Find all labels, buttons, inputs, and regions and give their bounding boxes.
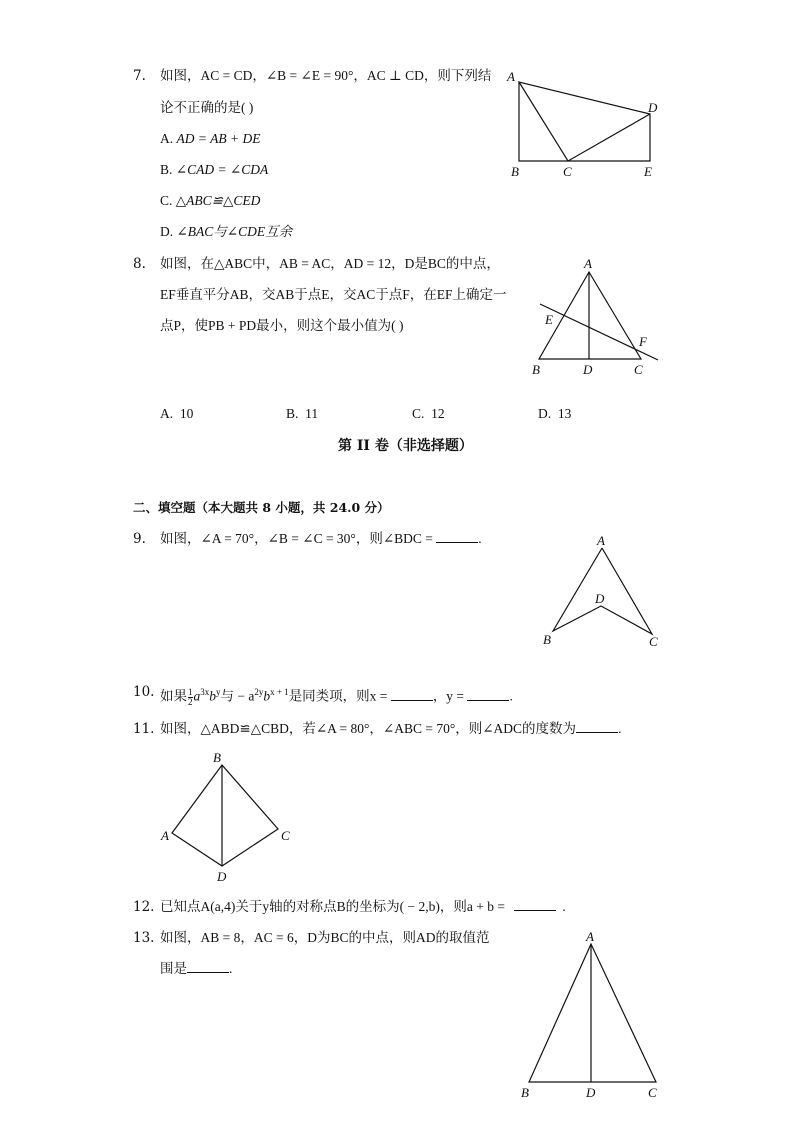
q13-line2-before: 围是 [160,961,187,976]
q10-term1-exponent: 3x [200,687,210,697]
q13-line2-after: . [229,961,233,976]
fig-label-a: A [161,828,169,843]
fig-label-c: C [648,1085,657,1100]
q10-prefix: 如果 [160,688,187,704]
fig-label-f: F [639,334,647,349]
option-text: ∠CAD = ∠CDA [175,162,269,177]
fig-label-c: C [649,634,658,649]
q13-triangle [529,944,656,1082]
fig-label-a: A [586,929,594,944]
q12-text-after: . [562,899,566,914]
fig-label-b: B [543,632,551,647]
q10-term1: a [193,688,201,704]
section-title: 第 II 卷（非选择题） [338,438,473,454]
fig-label-d: D [586,1085,596,1100]
option-text: △ABC≌△CED [175,193,261,208]
q7-stem-line2: 论不正确的是( ) [160,100,254,115]
option-text: 11 [305,406,319,421]
fig-label-e: E [545,312,553,327]
q10-term2b-exponent: x + 1 [270,687,289,697]
fig-label-c: C [563,164,572,179]
fig-label-b: B [511,164,519,179]
q13-line1: 如图，AB = 8，AC = 6，D为BC的中点，则AD的取值范 [160,930,490,945]
fig-label-d: D [217,869,227,884]
option-label: C. [160,193,173,208]
q7-stem-line1: 如图，AC = CD，∠B = ∠E = 90°，AC ⊥ CD，则下列结 [160,68,492,83]
part2-heading: 二、填空题（本大题共 8 小题，共 24.0 分） [133,500,390,515]
q8-line2: EF垂直平分AB，交AB于点E，交AC于点F，在EF上确定一 [160,287,507,302]
fraction-denominator: 2 [188,696,193,707]
q8-line3: 点P，使PB + PD最小，则这个最小值为( ) [160,318,404,333]
fig-label-b: B [532,362,540,377]
q12-number: 12. [133,899,155,915]
q10-term1b-exponent: y [216,687,221,697]
q10-y-text: ，y = [432,688,468,704]
q8-line1: 如图，在△ABC中，AB = AC，AD = 12，D是BC的中点， [160,256,500,271]
q10-suffix: 是同类项，则x = [288,688,391,704]
q7-number: 7. [133,68,146,84]
q9-text-after: . [478,531,482,546]
option-label: A. [160,131,174,146]
option-label: B. [160,162,173,177]
q8-number: 8. [133,256,146,272]
option-label: A. [160,406,174,421]
q10-term1b: b [209,688,216,704]
q10-number: 10. [133,684,155,700]
fig-label-d: D [648,100,658,115]
fig-label-b: B [521,1085,529,1100]
option-text: ∠BAC与∠CDE互余 [176,224,293,239]
option-text: 13 [557,406,572,421]
option-text: 12 [431,406,445,421]
option-text: 10 [179,406,194,421]
q10-mid: 与 − a [220,688,255,704]
fig-label-a: A [584,256,592,271]
fig-label-c: C [634,362,643,377]
fig-label-e: E [644,164,652,179]
option-label: D. [160,224,174,239]
option-label: B. [286,406,299,421]
q9-number: 9. [133,531,146,547]
fig-label-b: B [213,750,221,765]
q13-number: 13. [133,930,155,946]
option-label: D. [538,406,552,421]
q10-term2b: b [263,688,271,704]
q11-text-before: 如图，△ABD≌△CBD，若∠A = 80°，∠ABC = 70°，则∠ADC的度数为 [160,721,577,736]
q10-end: . [509,688,513,704]
fig-label-a: A [597,533,605,548]
fig-label-d: D [595,591,605,606]
q12-text-before: 已知点A(a,4)关于y轴的对称点B的坐标为( − 2,b)，则a + b = [160,899,509,914]
fraction-numerator: 1 [188,686,193,697]
q11-number: 11. [133,721,155,737]
option-text: AD = AB + DE [176,131,261,146]
fig-label-d: D [583,362,593,377]
fig-label-a: A [507,69,515,84]
q10-term2-exponent: 2y [254,687,264,697]
option-label: C. [412,406,425,421]
q11-text-after: . [618,721,622,736]
q9-text-before: 如图，∠A = 70°，∠B = ∠C = 30°，则∠BDC = [160,531,437,546]
fig-label-c: C [281,828,290,843]
